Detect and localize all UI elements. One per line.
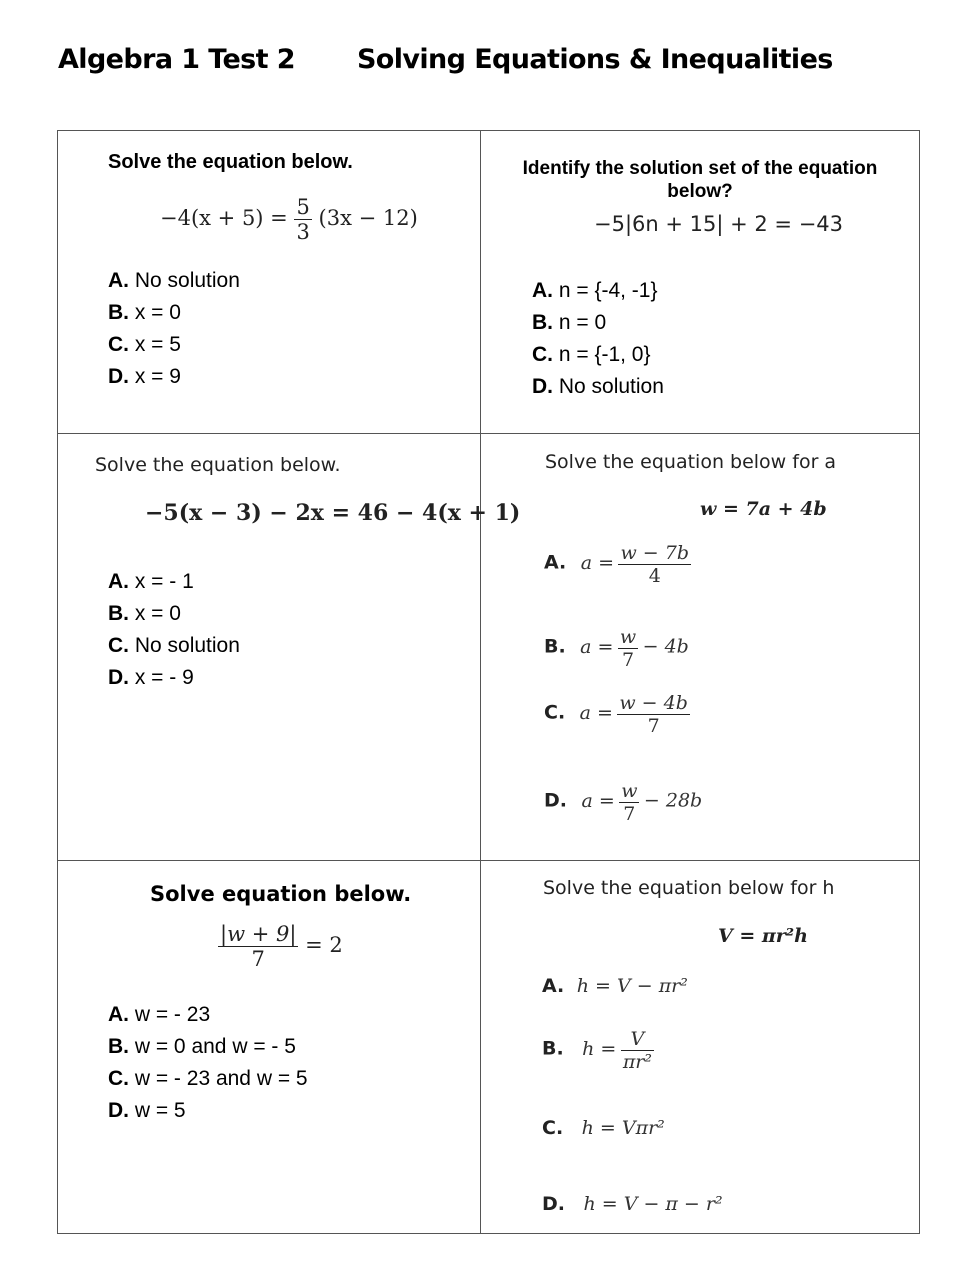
- column-divider: [480, 130, 481, 1234]
- q5-eq-right: = 2: [305, 933, 343, 957]
- q1-eq-den: 3: [296, 220, 310, 244]
- q6-prompt: Solve the equation below for h: [543, 877, 835, 899]
- q6-equation: V = πr²h: [718, 925, 808, 947]
- q1-options: [108, 265, 240, 393]
- q4-option-a[interactable]: A. a = $\frac{w - 7b}{4}$: [544, 542, 689, 587]
- q2-equation: −5|6n + 15| + 2 = −43: [594, 212, 844, 236]
- q1-prompt: Solve the equation below.: [108, 151, 353, 173]
- q5-eq-den: 7: [251, 947, 265, 971]
- q6-option-b[interactable]: B. h = $\frac{V}{\text{πr²}}$: [542, 1028, 652, 1073]
- q6-option-a[interactable]: A. h = V − πr²: [542, 975, 688, 997]
- q5-option-a[interactable]: A. w = - 23: [108, 1003, 211, 1026]
- q1-eq-num: 5: [296, 195, 310, 219]
- q3-prompt: Solve the equation below.: [95, 454, 341, 476]
- q5-eq-num: |w + 9|: [220, 922, 297, 946]
- q4-prompt: Solve the equation below for a: [545, 451, 837, 473]
- title-left: Algebra 1 Test 2: [58, 44, 295, 75]
- q4-option-b[interactable]: B. a = $\frac{w}{7}$ − 4b: [544, 626, 689, 671]
- q5-prompt: Solve equation below.: [150, 882, 412, 906]
- q5-equation: [218, 922, 343, 971]
- q4-option-d[interactable]: D. a = $\frac{w}{7}$ − 28b: [544, 780, 703, 825]
- q5-option-b[interactable]: B. w = 0 and w = - 5: [108, 1035, 296, 1058]
- q5-option-c[interactable]: C. w = - 23 and w = 5: [108, 1067, 308, 1090]
- q2-options: [532, 275, 664, 403]
- q5-option-d[interactable]: D. w = 5: [108, 1099, 186, 1122]
- q3-options: [108, 566, 240, 694]
- title-right: Solving Equations & Inequalities: [356, 44, 833, 75]
- q4-equation: w = 7a + 4b: [700, 498, 827, 520]
- q2-prompt: Identify the solution set of the equation below?: [522, 158, 878, 202]
- q1-option-d[interactable]: D. x = 9: [108, 365, 181, 388]
- q6-option-c[interactable]: C. h = Vπr²: [542, 1117, 665, 1139]
- q3-equation: −5(x − 3) − 2x = 46 − 4(x + 1): [145, 500, 521, 526]
- q3-option-c[interactable]: C. No solution: [108, 634, 240, 657]
- q4-option-c[interactable]: C. a = $\frac{w - 4b}{7}$: [544, 692, 688, 737]
- q1-option-c[interactable]: C. x = 5: [108, 333, 181, 356]
- q1-eq-left: −4(x + 5) =: [160, 206, 288, 230]
- q2-option-a[interactable]: A. n = {-4, -1}: [532, 279, 658, 302]
- q3-option-b[interactable]: B. x = 0: [108, 602, 181, 625]
- q2-option-c[interactable]: C. n = {-1, 0}: [532, 343, 651, 366]
- q1-equation: [160, 195, 418, 244]
- q2-option-b[interactable]: B. n = 0: [532, 311, 607, 334]
- q5-options: [108, 999, 308, 1127]
- page-title: [58, 44, 833, 75]
- row-divider: [57, 860, 920, 861]
- q3-option-d[interactable]: D. x = - 9: [108, 666, 194, 689]
- row-divider: [57, 433, 920, 434]
- q1-option-b[interactable]: B. x = 0: [108, 301, 181, 324]
- q1-eq-right: (3x − 12): [318, 206, 418, 230]
- q2-option-d[interactable]: D. No solution: [532, 375, 664, 398]
- q6-option-d[interactable]: D. h = V − π − r²: [542, 1193, 723, 1215]
- q1-option-a[interactable]: A. No solution: [108, 269, 240, 292]
- q3-option-a[interactable]: A. x = - 1: [108, 570, 194, 593]
